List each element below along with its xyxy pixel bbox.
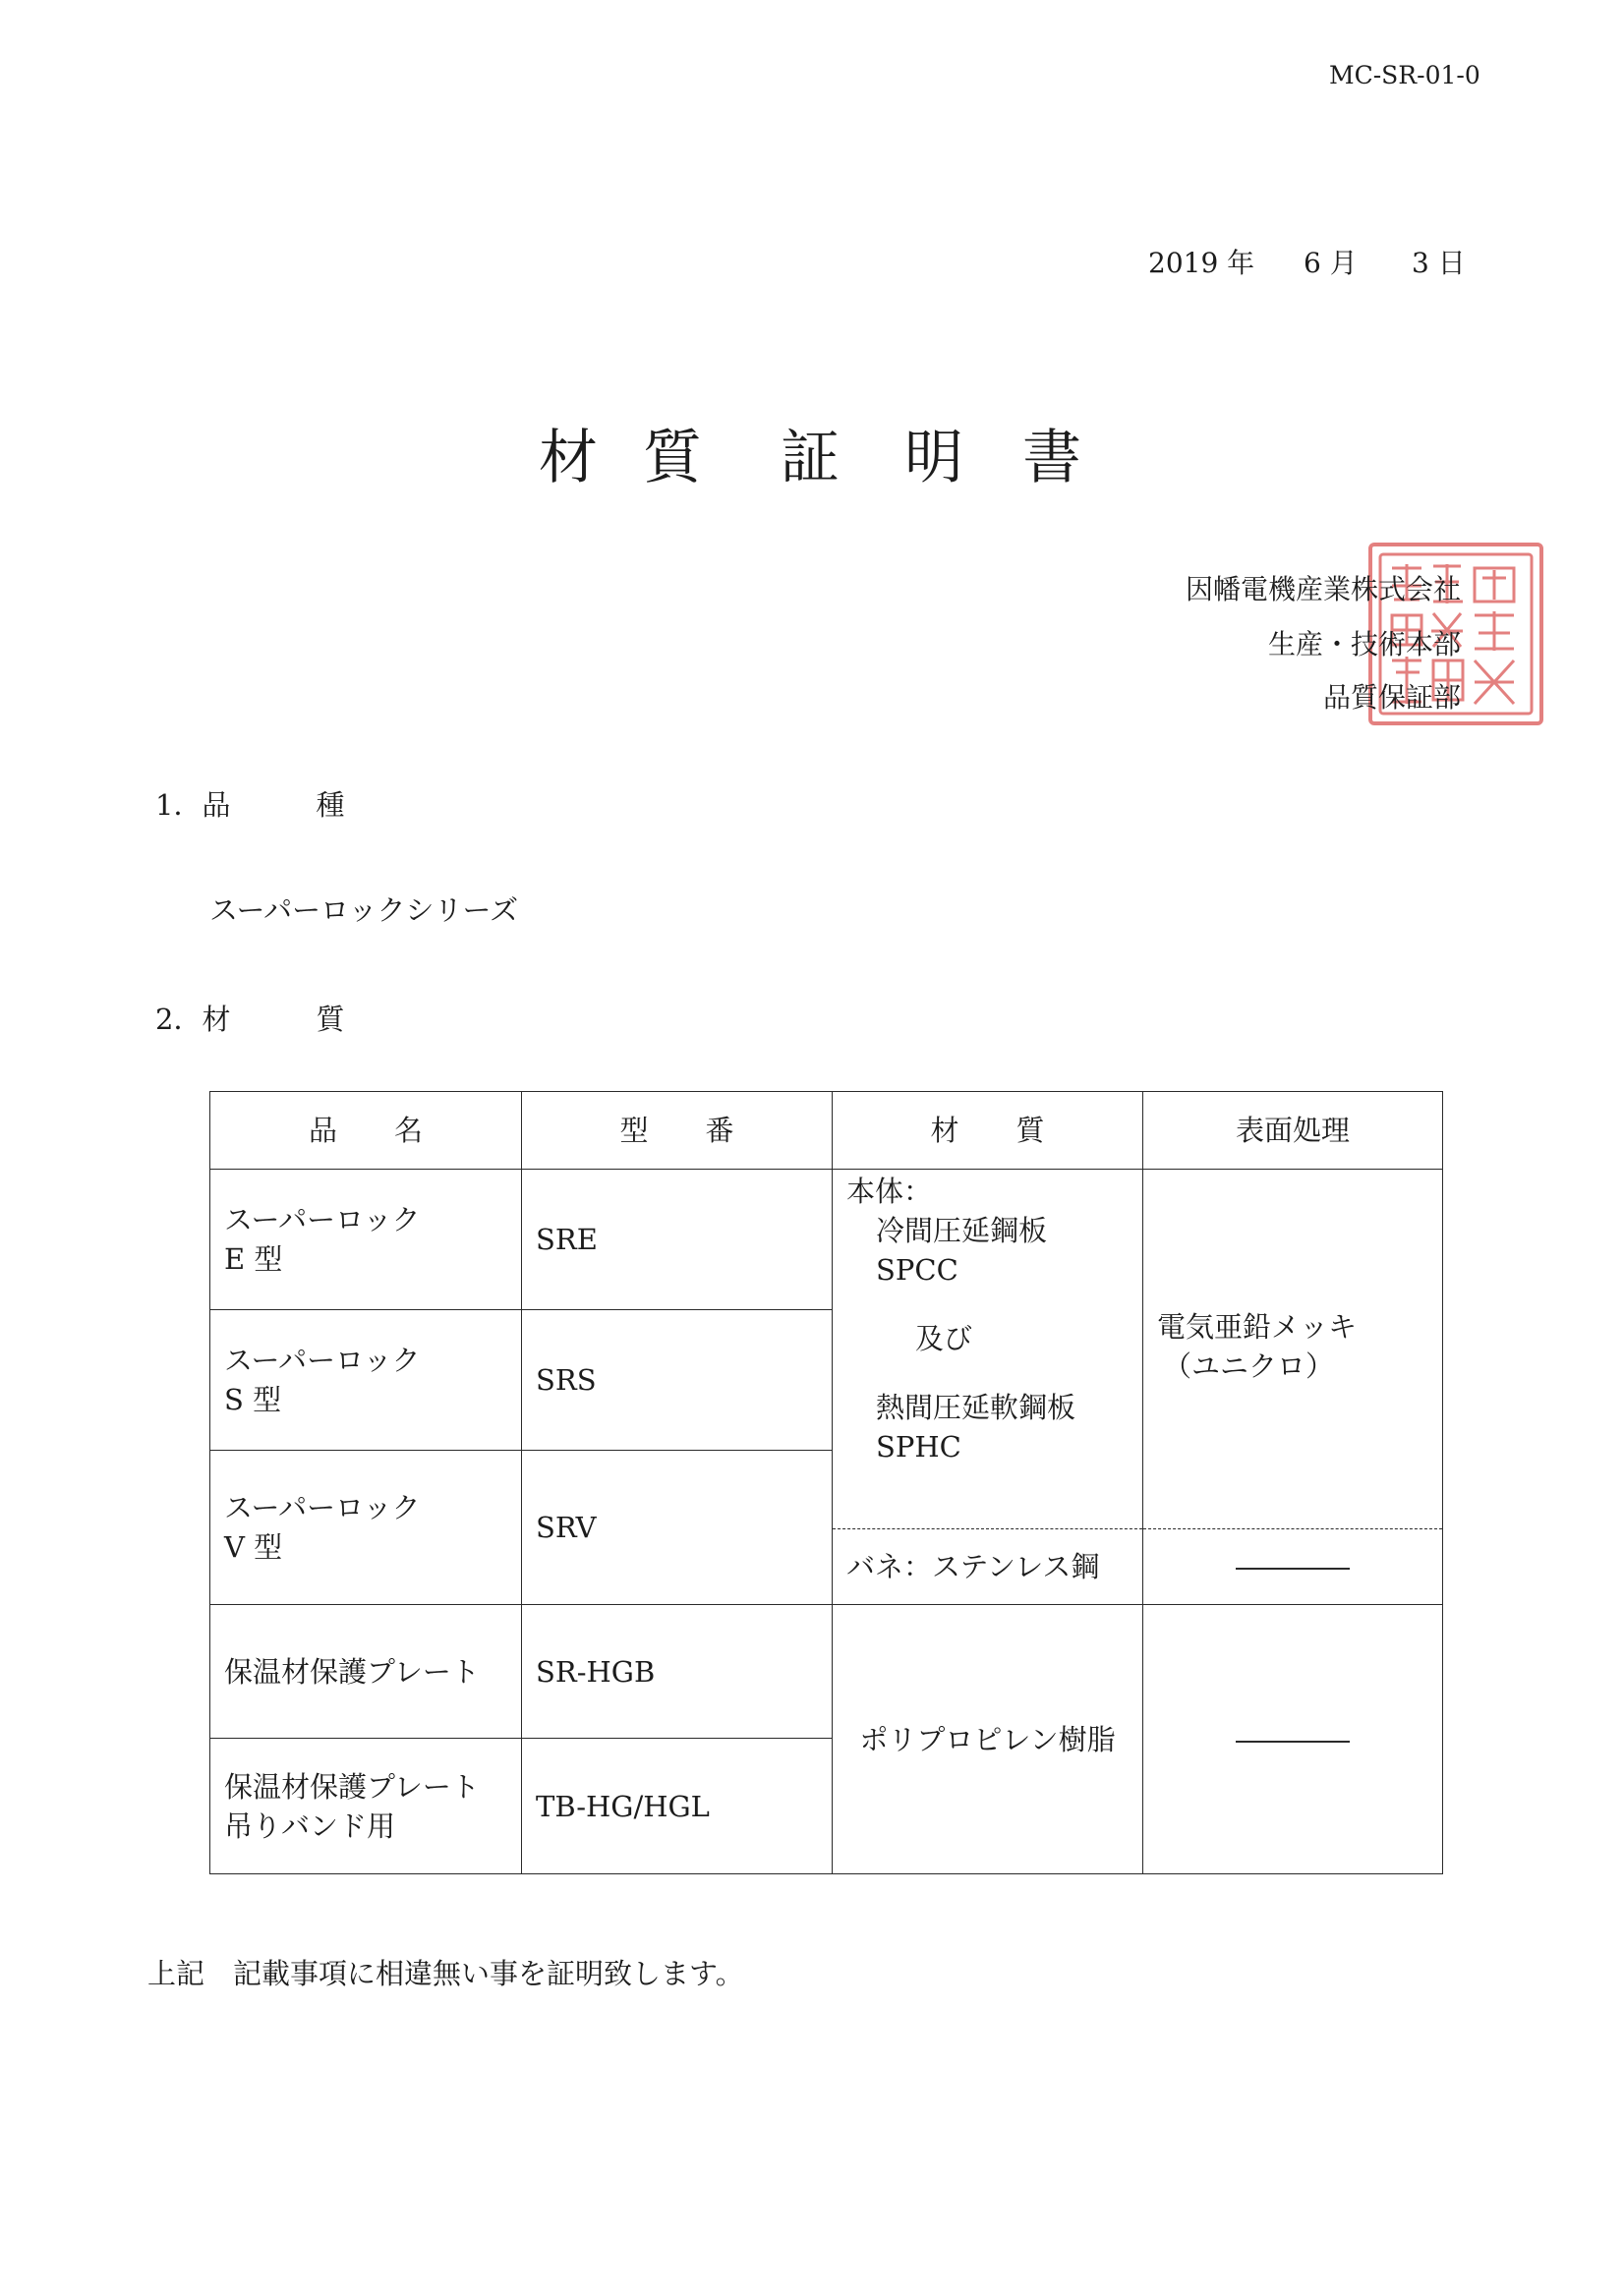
material-line: 冷間圧延鋼板 [876,1214,1048,1247]
surface-spring-cell [1143,1529,1443,1605]
title-char: 材 [539,424,598,492]
title-char: 書 [1022,424,1081,492]
section2-heading: 2．材 質 [155,1003,345,1036]
model-number-cell: SRS [522,1310,833,1451]
header-product-name: 品 名 [210,1092,522,1170]
material-table [209,1091,1443,1874]
section1-content: スーパーロックシリーズ [209,893,519,927]
material-conjunction: 及び [915,1322,973,1355]
table-row [210,1170,1443,1310]
model-number-cell: SRE [522,1170,833,1310]
title-char: 質 [643,424,702,492]
product-name-cell [210,1310,522,1451]
surface-plate-cell [1143,1605,1443,1874]
model-number-cell: TB-HG/HGL [522,1739,833,1874]
material-line: 熱間圧延軟鋼板 [876,1391,1076,1424]
document-number: MC-SR-01-0 [1329,61,1480,89]
product-name-line: スーパーロック [224,1344,421,1377]
surface-body-cell [1143,1170,1443,1529]
product-name-line: V 型 [224,1530,283,1564]
product-name-cell [210,1451,522,1605]
product-name-cell [210,1739,522,1874]
model-number-cell: SRV [522,1451,833,1605]
product-name-line: 吊りバンド用 [224,1808,396,1843]
material-plate-cell: ポリプロピレン樹脂 [833,1605,1143,1874]
section1-heading: 1．品 種 [155,788,345,822]
table-row [210,1605,1443,1739]
material-spring-cell: バネ：ステンレス鋼 [833,1529,1143,1605]
material-line: SPHC [876,1430,961,1464]
product-name-line: 保温材保護プレート [224,1769,480,1804]
date-day: 3 日 [1412,247,1466,279]
product-name-line: スーパーロック [224,1203,421,1236]
date-year: 2019 年 [1148,247,1255,279]
header-surface-treatment: 表面処理 [1143,1092,1443,1170]
issuer-department: 品質保証部 [1322,681,1461,714]
dash-line-icon [1236,1568,1350,1570]
header-model-number: 型 番 [522,1092,833,1170]
issuer-division: 生産・技術本部 [1267,628,1461,660]
surface-line: （ユニクロ） [1163,1349,1335,1383]
header-material: 材 質 [833,1092,1143,1170]
surface-line: 電気亜鉛メッキ [1157,1310,1358,1344]
issuer-company: 因幡電機産業株式会社 [1185,573,1461,605]
title-char: 明 [904,424,963,492]
material-body-label: 本体： [846,1175,933,1208]
product-name-line: E 型 [224,1242,283,1276]
product-name-line: スーパーロック [224,1491,421,1524]
certification-statement: 上記 記載事項に相違無い事を証明致します。 [147,1957,744,1990]
product-name-cell: 保温材保護プレート [210,1605,522,1739]
title-char: 証 [781,424,840,492]
table-header-row [210,1092,1443,1170]
date-month: 6 月 [1304,247,1358,279]
model-number-cell: SR-HGB [522,1605,833,1739]
material-body-cell [833,1170,1143,1529]
product-name-line: S 型 [224,1383,282,1416]
dash-line-icon [1236,1741,1350,1743]
material-line: SPCC [876,1253,958,1287]
product-name-cell [210,1170,522,1310]
